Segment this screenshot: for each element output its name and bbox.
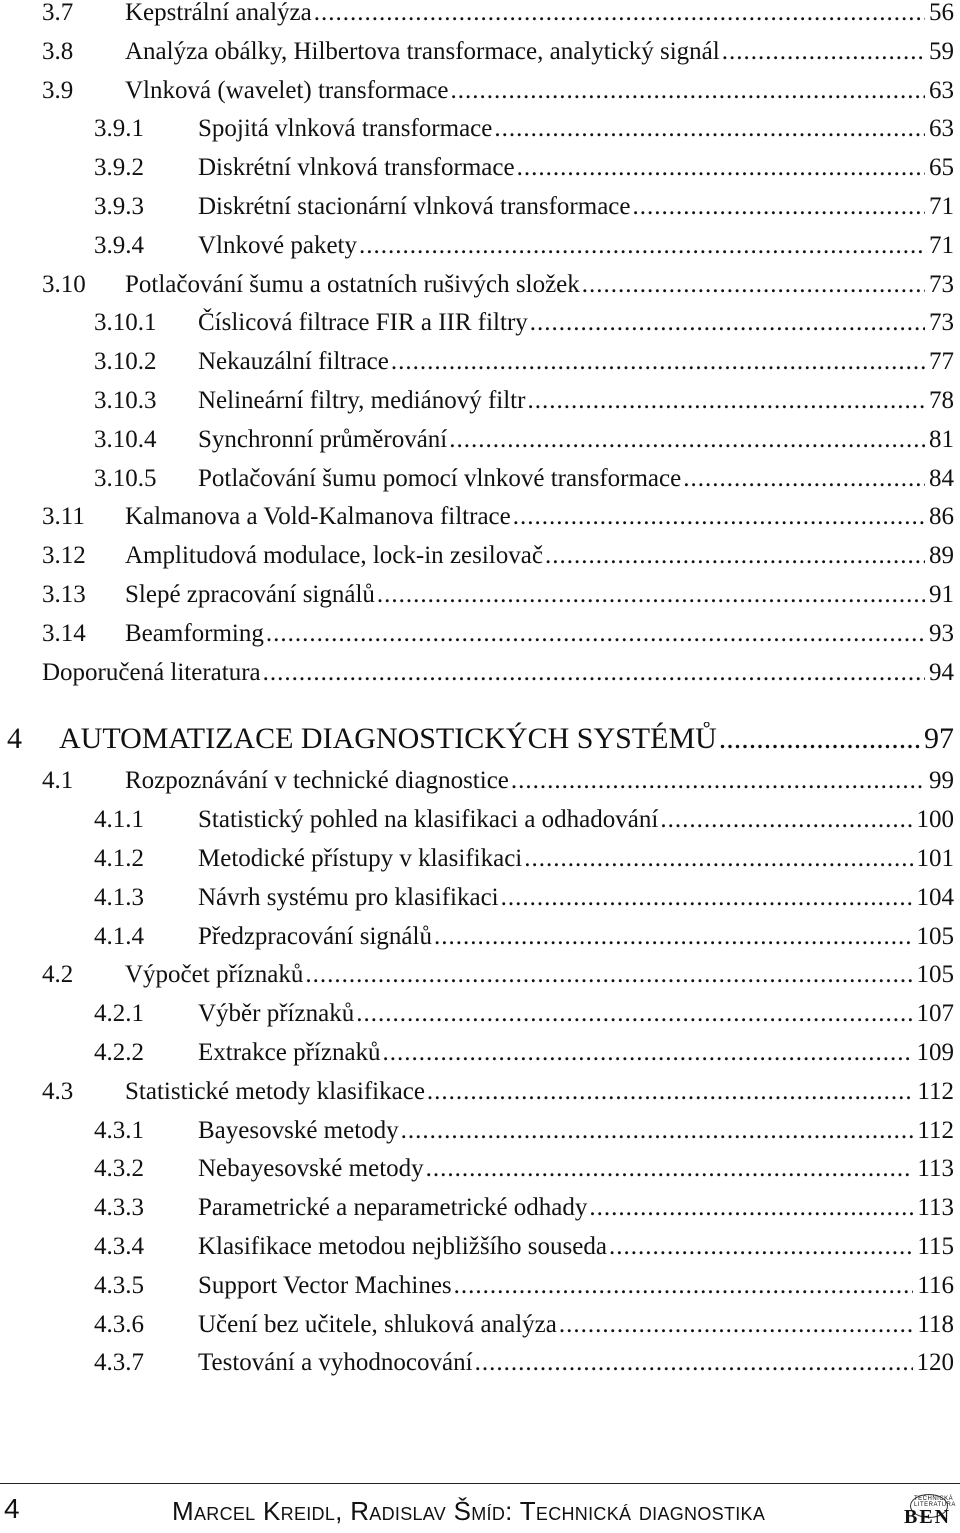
toc-dot-leader bbox=[494, 114, 925, 144]
toc-entry-line bbox=[198, 1193, 954, 1223]
toc-entry[interactable] bbox=[0, 541, 960, 580]
toc-entry[interactable] bbox=[0, 114, 960, 153]
toc-entry-page: 56 bbox=[929, 0, 954, 26]
toc-dot-leader bbox=[305, 960, 912, 990]
toc-entry-number: 4.2.1 bbox=[94, 1000, 144, 1027]
toc-entry-title: Učení bez učitele, shluková analýza bbox=[198, 1311, 557, 1338]
toc-entry-line bbox=[198, 192, 954, 222]
toc-dot-leader bbox=[722, 37, 925, 67]
toc-entry-title: Nelineární filtry, mediánový filtr bbox=[198, 387, 526, 414]
toc-dot-leader bbox=[683, 464, 925, 494]
toc-dot-leader bbox=[377, 580, 925, 610]
toc-entry-page: 112 bbox=[917, 1078, 954, 1105]
toc-entry-number: 3.11 bbox=[42, 503, 85, 530]
toc-entry-line bbox=[125, 960, 954, 990]
toc-entry-title: Klasifikace metodou nejbližšího souseda bbox=[198, 1233, 607, 1260]
toc-entry-page: 59 bbox=[929, 38, 954, 65]
toc-entry-line bbox=[198, 231, 954, 261]
toc-entry-title: Nebayesovské metody bbox=[198, 1155, 424, 1182]
toc-entry-number: 3.8 bbox=[42, 38, 74, 65]
toc-entry-page: 77 bbox=[929, 348, 954, 375]
toc-dot-leader bbox=[434, 922, 913, 952]
toc-entry-page: 120 bbox=[916, 1349, 954, 1376]
toc-dot-leader bbox=[609, 1232, 913, 1262]
toc-entry-number: 4.3.3 bbox=[94, 1194, 144, 1221]
toc-entry-title: Výběr příznaků bbox=[198, 1000, 355, 1027]
toc-entry-number: 3.9 bbox=[42, 77, 74, 104]
toc-dot-leader bbox=[314, 0, 925, 28]
toc-dot-leader bbox=[391, 347, 925, 377]
toc-dot-leader bbox=[530, 308, 925, 338]
toc-dot-leader bbox=[660, 805, 912, 835]
toc-entry-line bbox=[125, 766, 954, 796]
toc-entry-page: 63 bbox=[929, 115, 954, 142]
toc-entry[interactable] bbox=[0, 1310, 960, 1349]
toc-dot-leader bbox=[524, 844, 912, 874]
toc-entry-title: Kepstrální analýza bbox=[125, 0, 312, 26]
toc-entry-number: 4.1 bbox=[42, 767, 74, 794]
toc-dot-leader bbox=[266, 619, 925, 649]
toc-entry-number: 4.3.5 bbox=[94, 1272, 144, 1299]
toc-entry-page: 71 bbox=[929, 193, 954, 220]
toc-entry-page: 89 bbox=[929, 542, 954, 569]
toc-entry-page: 113 bbox=[917, 1194, 954, 1221]
toc-dot-leader bbox=[426, 1154, 914, 1184]
chapter-dot-leader bbox=[719, 722, 922, 756]
toc-entry-page: 115 bbox=[917, 1233, 954, 1260]
toc-entry-number: 3.10 bbox=[42, 271, 86, 298]
toc-entry[interactable] bbox=[0, 0, 960, 37]
footer-page-number: 4 bbox=[4, 1493, 20, 1524]
publisher-logo bbox=[900, 1494, 956, 1528]
toc-entry-number: 4.1.1 bbox=[94, 806, 144, 833]
toc-entry-page: 73 bbox=[929, 309, 954, 336]
toc-entry-title: Beamforming bbox=[125, 620, 264, 647]
toc-entry-title: Číslicová filtrace FIR a IIR filtry bbox=[198, 309, 528, 336]
toc-dot-leader bbox=[511, 766, 925, 796]
toc-dot-leader bbox=[527, 386, 925, 416]
toc-entry-page: 105 bbox=[916, 961, 954, 988]
toc-entry-title: Extrakce příznaků bbox=[198, 1039, 381, 1066]
toc-entry-title: Kalmanova a Vold-Kalmanova filtrace bbox=[125, 503, 511, 530]
toc-entry-page: 104 bbox=[916, 884, 954, 911]
toc-chapter-heading[interactable] bbox=[0, 722, 960, 766]
toc-entry[interactable] bbox=[0, 1271, 960, 1310]
toc-dot-leader bbox=[633, 192, 926, 222]
logo-small-text: TECHNICKÁ LITERATURA bbox=[914, 1496, 956, 1508]
toc-entry[interactable] bbox=[0, 153, 960, 192]
toc-entry-line bbox=[125, 1077, 954, 1107]
toc-entry-page: 78 bbox=[929, 387, 954, 414]
toc-entry-page: 84 bbox=[929, 465, 954, 492]
toc-entry-line bbox=[125, 541, 954, 571]
toc-entry[interactable] bbox=[0, 1116, 960, 1155]
toc-entry-page: 112 bbox=[917, 1117, 954, 1144]
toc-entry-title: Synchronní průměrování bbox=[198, 426, 448, 453]
toc-entry-page: 118 bbox=[917, 1311, 954, 1338]
toc-entry-number: 4.3.7 bbox=[94, 1349, 144, 1376]
toc-entry-line bbox=[198, 1116, 954, 1146]
toc-entry-title: Support Vector Machines bbox=[198, 1272, 452, 1299]
toc-entry-line bbox=[125, 37, 954, 67]
toc-entry-line bbox=[198, 1310, 954, 1340]
toc-entry[interactable] bbox=[0, 231, 960, 270]
toc-entry-number: 4.3.2 bbox=[94, 1155, 144, 1182]
toc-entry-line bbox=[125, 76, 954, 106]
toc-entry-title: Parametrické a neparametrické odhady bbox=[198, 1194, 588, 1221]
toc-entry-line bbox=[125, 502, 954, 532]
toc-entry[interactable] bbox=[0, 270, 960, 309]
toc-entry[interactable] bbox=[0, 580, 960, 619]
toc-entry-line bbox=[125, 270, 954, 300]
toc-entry-line bbox=[198, 844, 954, 874]
toc-entry-title: Diskrétní stacionární vlnková transformace bbox=[198, 193, 631, 220]
toc-entry[interactable] bbox=[0, 999, 960, 1038]
toc-dot-leader bbox=[501, 883, 913, 913]
toc-entry-page: 101 bbox=[916, 845, 954, 872]
toc-entry-number: 3.10.2 bbox=[94, 348, 157, 375]
toc-entry-number: 3.10.3 bbox=[94, 387, 157, 414]
toc-entry-number: 3.9.3 bbox=[94, 193, 144, 220]
toc-dot-leader bbox=[450, 76, 925, 106]
toc-entry-line bbox=[198, 1232, 954, 1262]
toc-entry-title: Testování a vyhodnocování bbox=[198, 1349, 473, 1376]
toc-entry-line bbox=[198, 386, 954, 416]
chapter-line bbox=[59, 722, 954, 756]
toc-dot-leader bbox=[383, 1038, 913, 1068]
chapter-number: 4 bbox=[7, 722, 22, 755]
toc-entry-line bbox=[198, 999, 954, 1029]
toc-dot-leader bbox=[401, 1116, 914, 1146]
toc-dot-leader bbox=[545, 541, 925, 571]
toc-entry-title: Doporučená literatura bbox=[42, 659, 261, 686]
toc-entry[interactable] bbox=[0, 658, 960, 697]
toc-entry-title: Statistické metody klasifikace bbox=[125, 1078, 425, 1105]
toc-entry-title: Analýza obálky, Hilbertova transformace, analytický signál bbox=[125, 38, 720, 65]
toc-entry-line bbox=[198, 883, 954, 913]
toc-dot-leader bbox=[582, 270, 925, 300]
logo-text: BEN bbox=[904, 1506, 952, 1528]
toc-entry-number: 4.1.3 bbox=[94, 884, 144, 911]
toc-entry-title: Slepé zpracování signálů bbox=[125, 581, 375, 608]
toc-entry-number: 3.9.1 bbox=[94, 115, 144, 142]
toc-entry-title: Vlnková (wavelet) transformace bbox=[125, 77, 449, 104]
toc-entry-line bbox=[198, 922, 954, 952]
toc-entry[interactable] bbox=[0, 308, 960, 347]
toc-entry-page: 73 bbox=[929, 271, 954, 298]
toc-entry-line bbox=[125, 0, 954, 28]
toc-entry-line bbox=[198, 1154, 954, 1184]
toc-entry-line bbox=[198, 1038, 954, 1068]
toc-entry-number: 3.14 bbox=[42, 620, 86, 647]
toc-entry-title: Výpočet příznaků bbox=[125, 961, 304, 988]
toc-entry[interactable] bbox=[0, 1038, 960, 1077]
toc-entry-title: Spojitá vlnková transformace bbox=[198, 115, 493, 142]
toc-entry-title: Nekauzální filtrace bbox=[198, 348, 389, 375]
toc-entry-page: 63 bbox=[929, 77, 954, 104]
toc-entry-line bbox=[198, 464, 954, 494]
toc-entry[interactable] bbox=[0, 76, 960, 115]
toc-entry-page: 94 bbox=[929, 659, 954, 686]
toc-entry-page: 105 bbox=[916, 923, 954, 950]
toc-entry-number: 4.1.2 bbox=[94, 845, 144, 872]
toc-entry[interactable] bbox=[0, 619, 960, 658]
toc-entry[interactable] bbox=[0, 844, 960, 883]
toc-entry-title: Bayesovské metody bbox=[198, 1117, 399, 1144]
toc-entry-title: Metodické přístupy v klasifikaci bbox=[198, 845, 523, 872]
toc-entry[interactable] bbox=[0, 883, 960, 922]
toc-entry-number: 4.3.6 bbox=[94, 1311, 144, 1338]
toc-entry-page: 113 bbox=[917, 1155, 954, 1182]
toc-entry-number: 3.7 bbox=[42, 0, 74, 26]
toc-entry[interactable] bbox=[0, 1077, 960, 1116]
toc-entry-number: 4.3.4 bbox=[94, 1233, 144, 1260]
toc-entry-number: 4.2 bbox=[42, 961, 74, 988]
toc-entry[interactable] bbox=[0, 1154, 960, 1193]
toc-entry-number: 3.9.4 bbox=[94, 232, 144, 259]
toc-entry[interactable] bbox=[0, 347, 960, 386]
chapter-title: AUTOMATIZACE DIAGNOSTICKÝCH SYSTÉMŮ bbox=[59, 722, 717, 755]
toc-entry-title: Amplitudová modulace, lock-in zesilovač bbox=[125, 542, 543, 569]
toc-dot-leader bbox=[356, 999, 912, 1029]
toc-entry[interactable] bbox=[0, 464, 960, 503]
toc-entry-title: Vlnkové pakety bbox=[198, 232, 357, 259]
toc-entry-line bbox=[42, 658, 954, 688]
toc-dot-leader bbox=[427, 1077, 914, 1107]
toc-entry-number: 3.9.2 bbox=[94, 154, 144, 181]
toc-dot-leader bbox=[454, 1271, 914, 1301]
toc-entry-page: 91 bbox=[929, 581, 954, 608]
toc-entry-line bbox=[198, 805, 954, 835]
toc-entry-line bbox=[125, 580, 954, 610]
toc-dot-leader bbox=[589, 1193, 913, 1223]
toc-entry-number: 4.3 bbox=[42, 1078, 74, 1105]
toc-entry-title: Rozpoznávání v technické diagnostice bbox=[125, 767, 509, 794]
toc-entry-title: Návrh systému pro klasifikaci bbox=[198, 884, 499, 911]
toc-entry-line bbox=[198, 114, 954, 144]
toc-entry-number: 3.13 bbox=[42, 581, 86, 608]
toc-entry-number: 3.10.5 bbox=[94, 465, 157, 492]
footer-divider bbox=[0, 1483, 960, 1484]
toc-entry-page: 86 bbox=[929, 503, 954, 530]
toc-dot-leader bbox=[359, 231, 925, 261]
toc-entry-title: Předzpracování signálů bbox=[198, 923, 432, 950]
toc-entry[interactable] bbox=[0, 425, 960, 464]
toc-entry-number: 3.12 bbox=[42, 542, 86, 569]
toc-entry-line bbox=[198, 153, 954, 183]
toc-entry-page: 107 bbox=[916, 1000, 954, 1027]
toc-entry-page: 100 bbox=[916, 806, 954, 833]
toc-dot-leader bbox=[559, 1310, 914, 1340]
toc-entry-title: Potlačování šumu a ostatních rušivých složek bbox=[125, 271, 580, 298]
toc-entry[interactable] bbox=[0, 192, 960, 231]
toc-entry[interactable] bbox=[0, 805, 960, 844]
toc-entry[interactable] bbox=[0, 960, 960, 999]
toc-entry-page: 93 bbox=[929, 620, 954, 647]
toc-dot-leader bbox=[475, 1348, 913, 1378]
toc-entry[interactable] bbox=[0, 922, 960, 961]
toc-entry-title: Potlačování šumu pomocí vlnkové transformace bbox=[198, 465, 682, 492]
toc-entry[interactable] bbox=[0, 502, 960, 541]
toc-entry-line bbox=[198, 308, 954, 338]
toc-dot-leader bbox=[513, 502, 925, 532]
toc-entry[interactable] bbox=[0, 766, 960, 805]
toc-entry[interactable] bbox=[0, 1232, 960, 1271]
toc-dot-leader bbox=[517, 153, 925, 183]
toc-entry-number: 3.10.1 bbox=[94, 309, 157, 336]
page-footer bbox=[0, 1490, 960, 1530]
toc-dot-leader bbox=[263, 658, 925, 688]
toc-entry-title: Statistický pohled na klasifikaci a odhadování bbox=[198, 806, 659, 833]
toc-entry-line bbox=[198, 425, 954, 455]
toc-entry[interactable] bbox=[0, 386, 960, 425]
toc-entry-page: 71 bbox=[929, 232, 954, 259]
toc-dot-leader bbox=[449, 425, 925, 455]
toc-entry-page: 116 bbox=[917, 1272, 954, 1299]
toc-entry[interactable] bbox=[0, 37, 960, 76]
toc-entry-page: 109 bbox=[916, 1039, 954, 1066]
toc-entry-line bbox=[125, 619, 954, 649]
toc-entry-number: 4.2.2 bbox=[94, 1039, 144, 1066]
toc-entry-title: Diskrétní vlnková transformace bbox=[198, 154, 515, 181]
footer-running-title: Marcel Kreidl, Radislav Šmíd: Technická diagnostika bbox=[172, 1496, 766, 1526]
toc-entry-line bbox=[198, 1271, 954, 1301]
toc-entry[interactable] bbox=[0, 1193, 960, 1232]
toc-entry[interactable] bbox=[0, 1348, 960, 1387]
toc-entry-number: 4.1.4 bbox=[94, 923, 144, 950]
toc-entry-page: 99 bbox=[929, 767, 954, 794]
toc-entry-line bbox=[198, 1348, 954, 1378]
toc-entry-number: 3.10.4 bbox=[94, 426, 157, 453]
toc-entry-page: 65 bbox=[929, 154, 954, 181]
toc-entry-number: 4.3.1 bbox=[94, 1117, 144, 1144]
toc-entry-page: 81 bbox=[929, 426, 954, 453]
chapter-page: 97 bbox=[924, 722, 954, 755]
toc-entry-line bbox=[198, 347, 954, 377]
